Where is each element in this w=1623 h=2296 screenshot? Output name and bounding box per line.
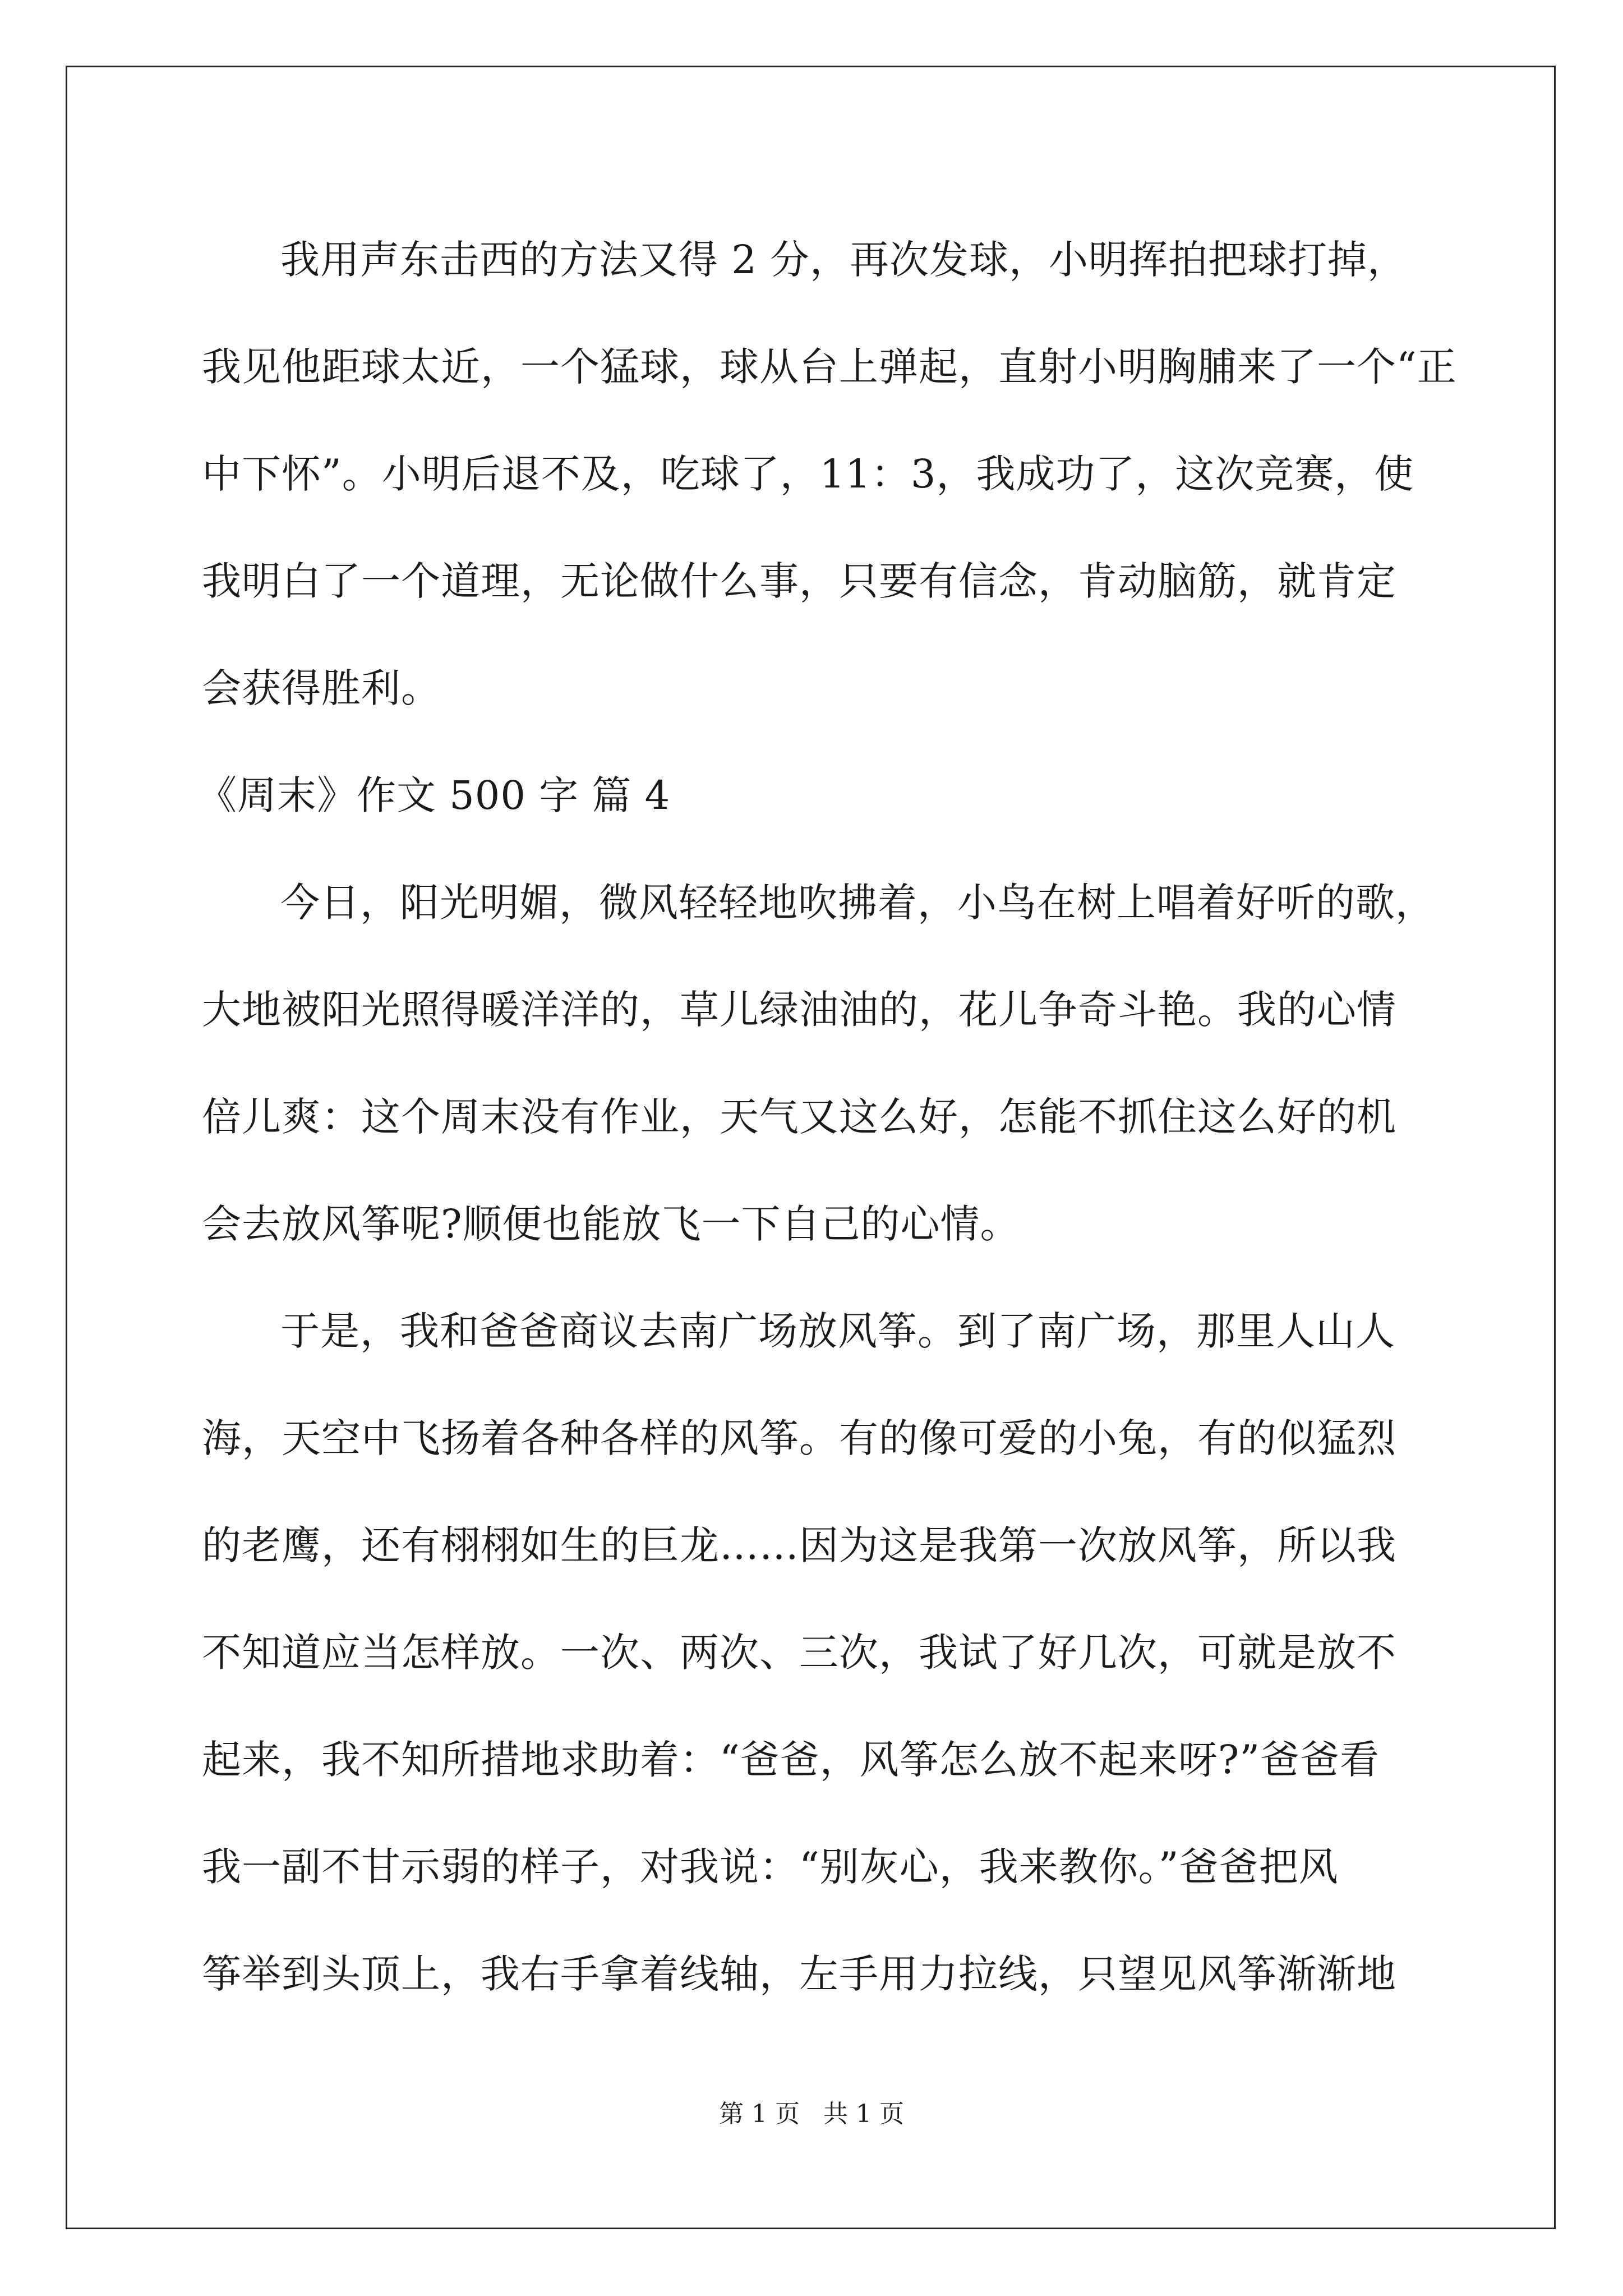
text-line: 我明白了一个道理，无论做什么事，只要有信念，肯动脑筋，就肯定 bbox=[202, 558, 1396, 604]
text-line: 于是，我和爸爸商议去南广场放风筝。到了南广场，那里人山人 bbox=[280, 1308, 1395, 1354]
page-footer: 第 1 页 共 1 页 bbox=[719, 2100, 904, 2128]
text-line: 不知道应当怎样放。一次、两次、三次，我试了好几次，可就是放不 bbox=[202, 1630, 1396, 1676]
text-line: 海，天空中飞扬着各种各样的风筝。有的像可爱的小兔，有的似猛烈 bbox=[202, 1415, 1396, 1461]
text-line: 倍儿爽：这个周末没有作业，天气又这么好，怎能不抓住这么好的机 bbox=[202, 1094, 1396, 1140]
text-line: 起来，我不知所措地求助着：“爸爸，风筝怎么放不起来呀?”爸爸看 bbox=[202, 1737, 1380, 1783]
text-line: 中下怀”。小明后退不及，吃球了，11：3，我成功了，这次竞赛，使 bbox=[202, 451, 1414, 497]
section-heading: 《周末》作文 500 字 篇 4 bbox=[197, 772, 671, 818]
text-line: 筝举到头顶上，我右手拿着线轴，左手用力拉线，只望见风筝渐渐地 bbox=[202, 1951, 1396, 1997]
text-line: 今日，阳光明媚，微风轻轻地吹拂着，小鸟在树上唱着好听的歌， bbox=[280, 880, 1435, 926]
text-line: 我一副不甘示弱的样子，对我说：“别灰心，我来教你。”爸爸把风 bbox=[202, 1844, 1339, 1890]
text-line: 我见他距球太近，一个猛球，球从台上弹起，直射小明胸脯来了一个“正 bbox=[202, 344, 1457, 390]
text-line: 会获得胜利。 bbox=[202, 665, 441, 711]
text-line: 大地被阳光照得暖洋洋的，草儿绿油油的，花儿争奇斗艳。我的心情 bbox=[202, 987, 1396, 1033]
document-body bbox=[197, 206, 1457, 2028]
text-line: 会去放风筝呢?顺便也能放飞一下自己的心情。 bbox=[202, 1201, 1020, 1247]
text-line: 我用声东击西的方法又得 2 分，再次发球，小明挥拍把球打掉， bbox=[280, 237, 1408, 283]
text-line: 的老鹰，还有栩栩如生的巨龙……因为这是我第一次放风筝，所以我 bbox=[202, 1522, 1396, 1568]
